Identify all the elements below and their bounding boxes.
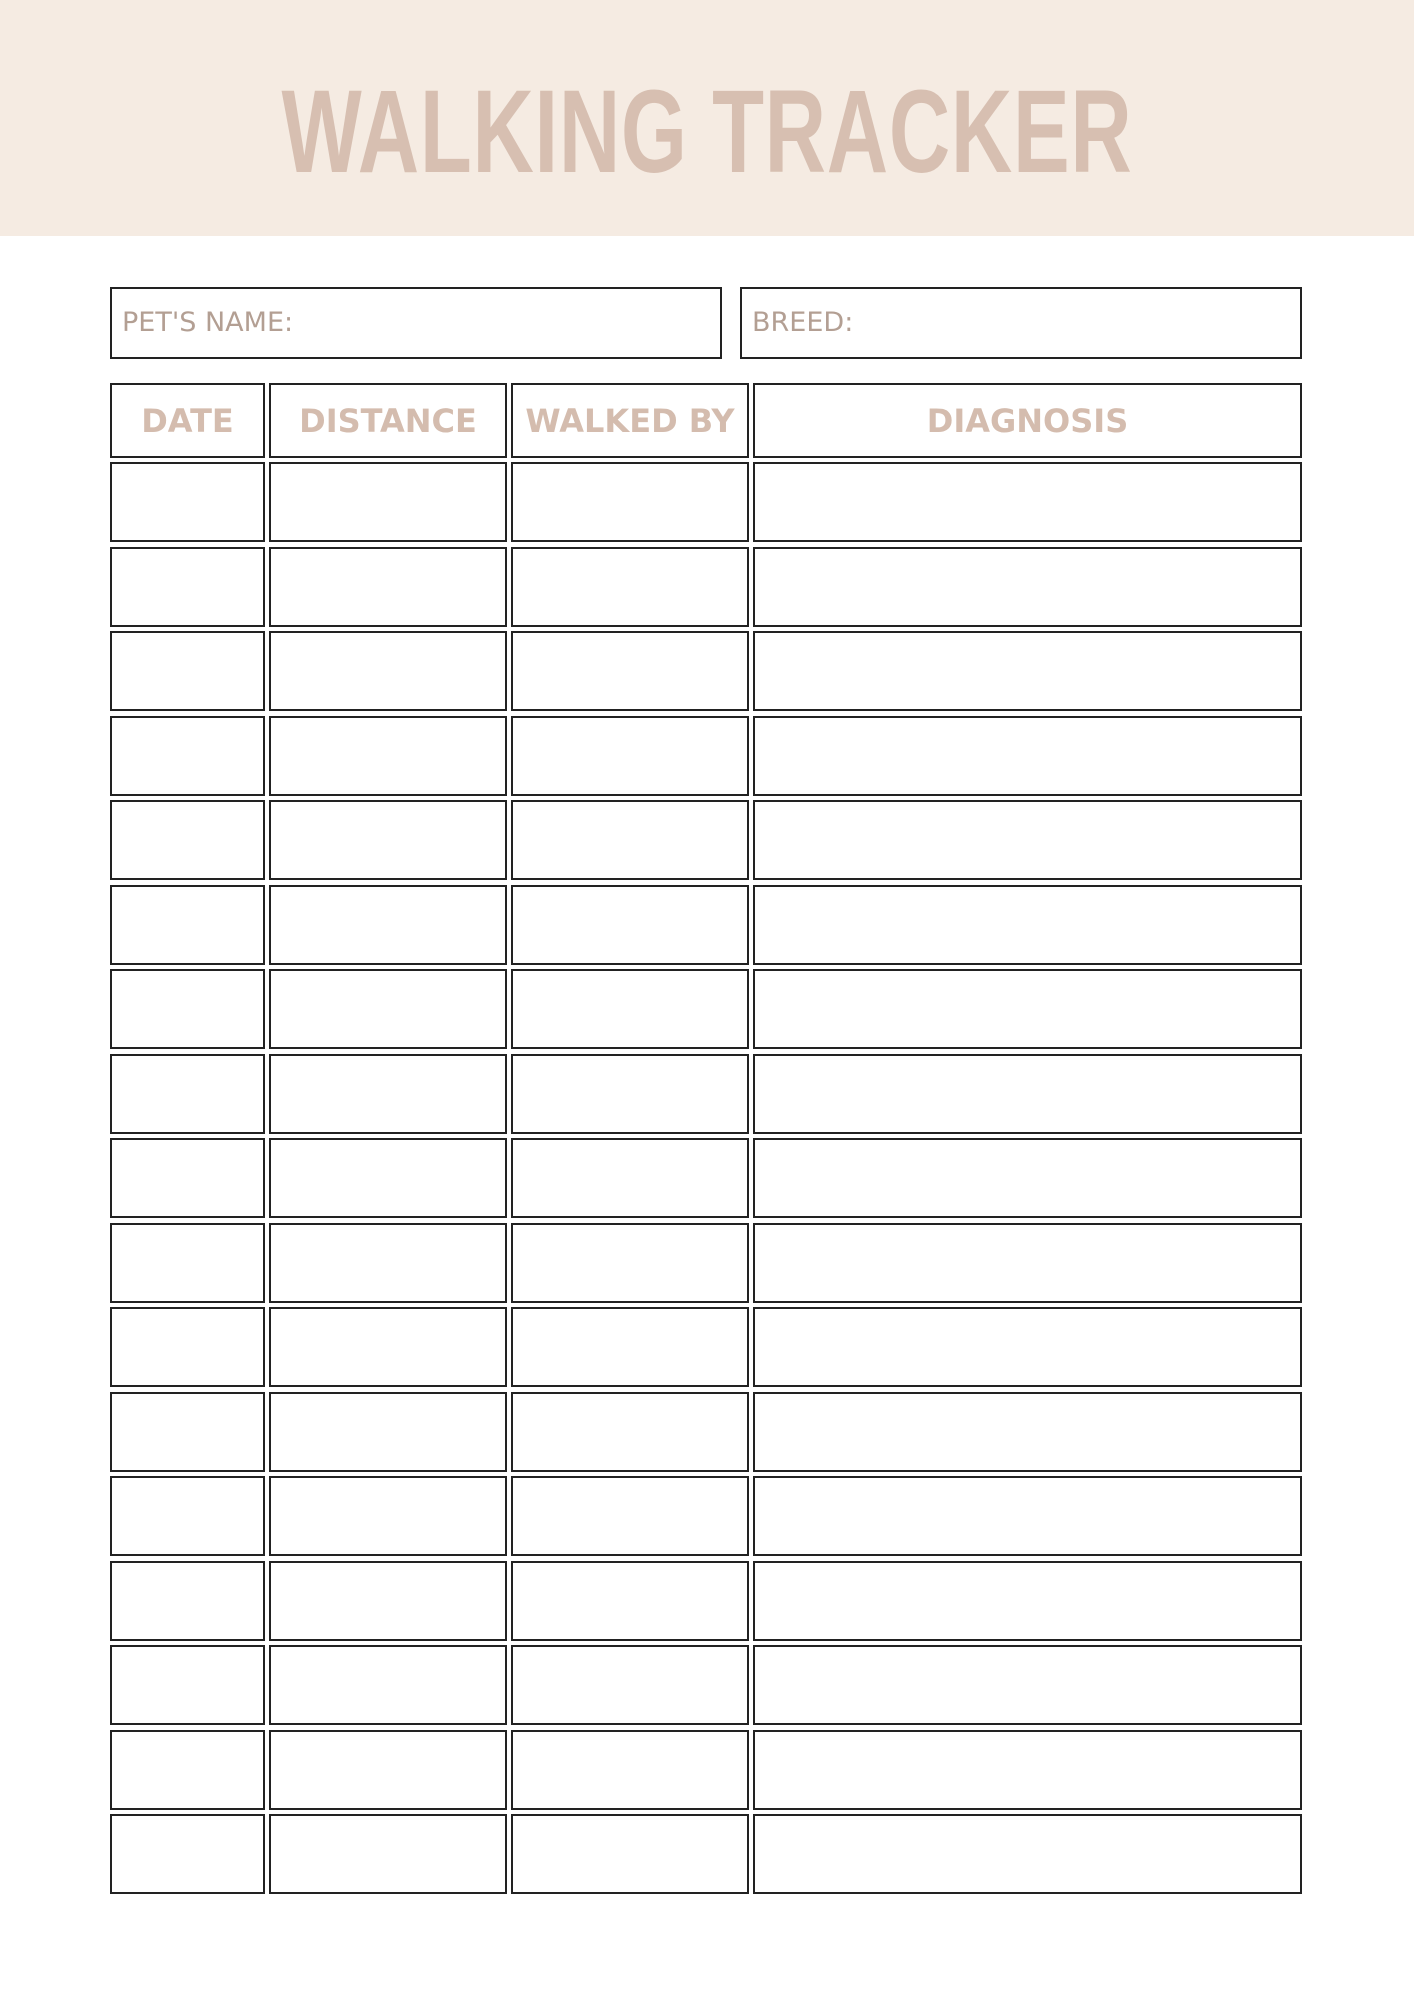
page-title: WALKING TRACKER	[281, 66, 1133, 198]
cell-distance[interactable]	[269, 969, 507, 1049]
cell-distance[interactable]	[269, 462, 507, 542]
header-distance: DISTANCE	[269, 383, 507, 458]
cell-date[interactable]	[110, 1730, 265, 1810]
cell-distance[interactable]	[269, 800, 507, 880]
cell-walked-by[interactable]	[511, 1138, 749, 1218]
cell-date[interactable]	[110, 1223, 265, 1303]
cell-date[interactable]	[110, 885, 265, 965]
cell-date[interactable]	[110, 1476, 265, 1556]
cell-distance[interactable]	[269, 885, 507, 965]
cell-date[interactable]	[110, 800, 265, 880]
cell-walked-by[interactable]	[511, 1645, 749, 1725]
cell-diagnosis[interactable]	[753, 1223, 1302, 1303]
cell-walked-by[interactable]	[511, 1054, 749, 1134]
cell-distance[interactable]	[269, 716, 507, 796]
cell-distance[interactable]	[269, 631, 507, 711]
cell-walked-by[interactable]	[511, 1476, 749, 1556]
cell-date[interactable]	[110, 462, 265, 542]
cell-diagnosis[interactable]	[753, 1138, 1302, 1218]
cell-distance[interactable]	[269, 547, 507, 627]
cell-distance[interactable]	[269, 1223, 507, 1303]
cell-diagnosis[interactable]	[753, 1645, 1302, 1725]
cell-date[interactable]	[110, 1138, 265, 1218]
cell-diagnosis[interactable]	[753, 1730, 1302, 1810]
cell-walked-by[interactable]	[511, 1307, 749, 1387]
cell-walked-by[interactable]	[511, 631, 749, 711]
cell-walked-by[interactable]	[511, 1392, 749, 1472]
cell-date[interactable]	[110, 1307, 265, 1387]
cell-diagnosis[interactable]	[753, 969, 1302, 1049]
cell-walked-by[interactable]	[511, 1223, 749, 1303]
cell-diagnosis[interactable]	[753, 885, 1302, 965]
cell-walked-by[interactable]	[511, 547, 749, 627]
cell-date[interactable]	[110, 1561, 265, 1641]
cell-diagnosis[interactable]	[753, 1307, 1302, 1387]
cell-walked-by[interactable]	[511, 716, 749, 796]
pet-name-field[interactable]	[110, 287, 722, 359]
cell-date[interactable]	[110, 547, 265, 627]
cell-diagnosis[interactable]	[753, 631, 1302, 711]
cell-diagnosis[interactable]	[753, 462, 1302, 542]
cell-walked-by[interactable]	[511, 885, 749, 965]
cell-diagnosis[interactable]	[753, 1561, 1302, 1641]
cell-diagnosis[interactable]	[753, 1054, 1302, 1134]
cell-date[interactable]	[110, 631, 265, 711]
header-date: DATE	[110, 383, 265, 458]
cell-distance[interactable]	[269, 1561, 507, 1641]
cell-distance[interactable]	[269, 1307, 507, 1387]
cell-walked-by[interactable]	[511, 1814, 749, 1894]
cell-walked-by[interactable]	[511, 462, 749, 542]
cell-diagnosis[interactable]	[753, 716, 1302, 796]
breed-field[interactable]	[740, 287, 1302, 359]
cell-walked-by[interactable]	[511, 969, 749, 1049]
cell-date[interactable]	[110, 1645, 265, 1725]
cell-distance[interactable]	[269, 1814, 507, 1894]
cell-distance[interactable]	[269, 1730, 507, 1810]
cell-distance[interactable]	[269, 1138, 507, 1218]
breed-label: BREED:	[752, 307, 854, 338]
cell-distance[interactable]	[269, 1645, 507, 1725]
cell-distance[interactable]	[269, 1476, 507, 1556]
cell-walked-by[interactable]	[511, 1561, 749, 1641]
cell-distance[interactable]	[269, 1054, 507, 1134]
cell-date[interactable]	[110, 969, 265, 1049]
cell-date[interactable]	[110, 1392, 265, 1472]
pet-name-label: PET'S NAME:	[122, 307, 294, 338]
header-diagnosis: DIAGNOSIS	[753, 383, 1302, 458]
cell-date[interactable]	[110, 1814, 265, 1894]
cell-distance[interactable]	[269, 1392, 507, 1472]
cell-walked-by[interactable]	[511, 800, 749, 880]
cell-date[interactable]	[110, 716, 265, 796]
header-walked-by: WALKED BY	[511, 383, 749, 458]
cell-diagnosis[interactable]	[753, 1392, 1302, 1472]
cell-date[interactable]	[110, 1054, 265, 1134]
cell-diagnosis[interactable]	[753, 547, 1302, 627]
cell-diagnosis[interactable]	[753, 1476, 1302, 1556]
cell-diagnosis[interactable]	[753, 800, 1302, 880]
cell-diagnosis[interactable]	[753, 1814, 1302, 1894]
cell-walked-by[interactable]	[511, 1730, 749, 1810]
